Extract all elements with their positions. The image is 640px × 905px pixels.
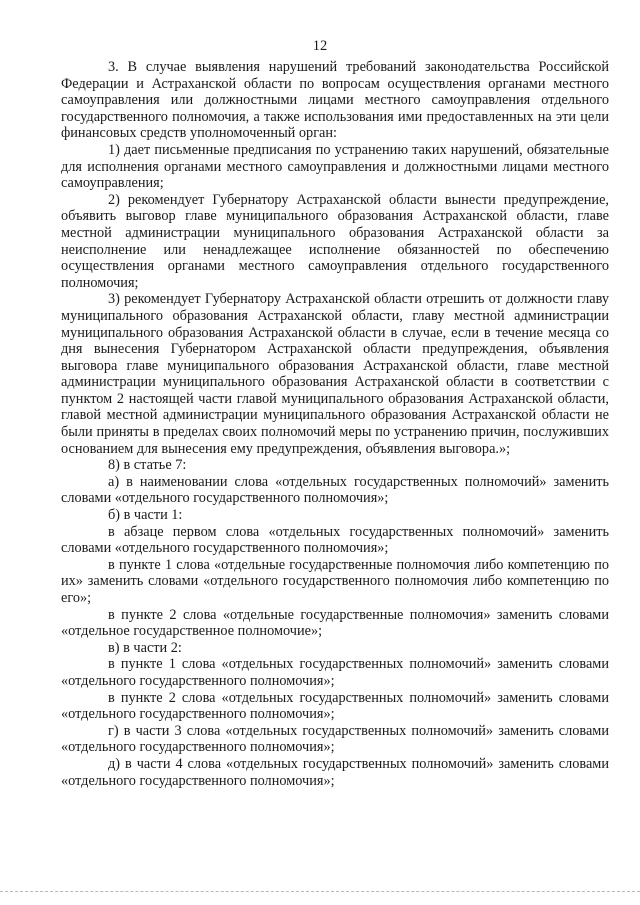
page-number: 12 <box>312 38 328 54</box>
paragraph-part2-point-2: в пункте 2 слова «отдельных государственных полномочий» заменить словами «отдельного государственного полномочия»; <box>61 689 609 723</box>
paragraph-point-1: в пункте 1 слова «отдельные государственные полномочия либо компетенцию по их» заменить словами «отдельного государственного полномочия либо компетенцию по его»; <box>61 556 609 606</box>
paragraph-subitem-v: в) в части 2: <box>108 639 182 656</box>
document-body <box>61 59 609 789</box>
paragraph-first-abzac: в абзаце первом слова «отдельных государственных полномочий» заменить словами «отдельного государственного полномочия»; <box>61 523 609 557</box>
paragraph-item-1: 1) дает письменные предписания по устранению таких нарушений, обязательные для исполнения органами местного самоуправления и должностными лицами местного самоуправления; <box>61 141 609 192</box>
page-bottom-divider <box>0 891 640 892</box>
paragraph-section-3: 3. В случае выявления нарушений требований законодательства Российской Федерации и Астраханской области по вопросам осуществления органами местного самоуправления или должностными лицами местного самоуправления отдельного государственного полномочия, а также использования ими предоставленных на эти цели финансовых средств уполномоченный орган: <box>61 59 609 142</box>
paragraph-article-7: 8) в статье 7: <box>108 457 187 474</box>
paragraph-item-3: 3) рекомендует Губернатору Астраханской области отрешить от должности главу муниципального образования Астраханской области, главу местной администрации муниципального образования Астраханской области в случае, если в течение месяца со дня вынесения Губернатором Астраханской области предупреждения, объявления выговора главе муниципального образования Астраханской области, главе местной администрации муниципального образования Астраханской области в соответствии с пунктом 2 настоящей части главой муниципального образования Астраханской области, главой местной администрации муниципального образования Астраханской области не были приняты в пределах своих полномочий меры по устранению причин, послуживших основанием для вынесения ему предупреждения, объявления выговора.»; <box>61 291 609 457</box>
paragraph-part2-point-1: в пункте 1 слова «отдельных государственных полномочий» заменить словами «отдельного государственного полномочия»; <box>61 656 609 689</box>
paragraph-subitem-b: б) в части 1: <box>108 507 183 524</box>
paragraph-subitem-d: д) в части 4 слова «отдельных государственных полномочий» заменить словами «отдельного государственного полномочия»; <box>61 755 609 789</box>
paragraph-item-2: 2) рекомендует Губернатору Астраханской области вынести предупреждение, объявить выговор главе муниципального образования Астраханской области, главе местной администрации муниципального образования Астраханской области за неисполнение или ненадлежащее исполнение обязанностей по обеспечению осуществления органами местного самоуправления отдельного государственного полномочия; <box>61 191 609 291</box>
paragraph-point-2: в пункте 2 слова «отдельные государственные полномочия» заменить словами «отдельное государственное полномочие»; <box>61 606 609 640</box>
paragraph-subitem-g: г) в части 3 слова «отдельных государственных полномочий» заменить словами «отдельного государственного полномочия»; <box>61 722 609 756</box>
paragraph-subitem-a: а) в наименовании слова «отдельных государственных полномочий» заменить словами «отдельного государственного полномочия»; <box>61 473 609 507</box>
